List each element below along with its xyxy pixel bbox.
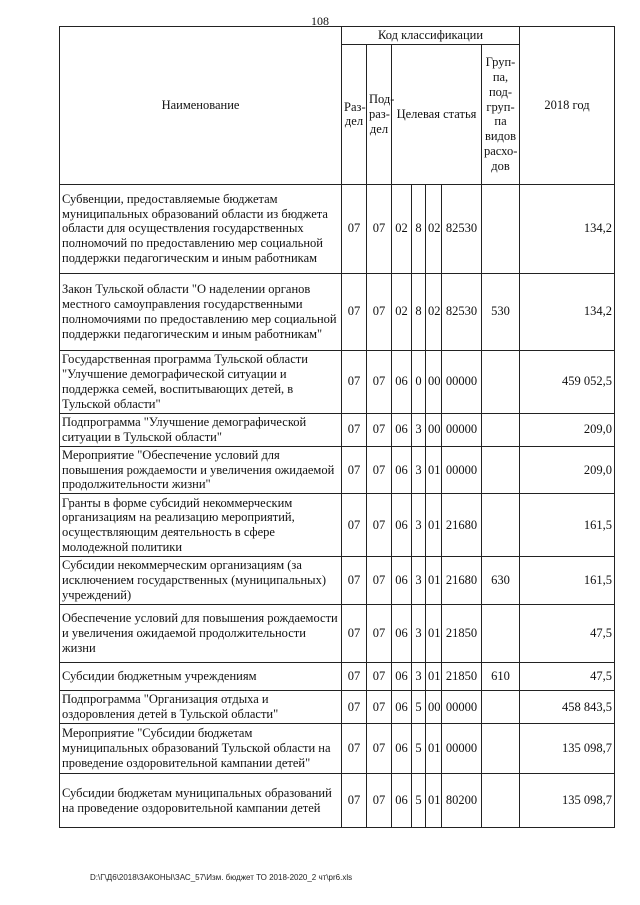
cell-podrazdel: 07 (367, 605, 392, 663)
cell-amount: 161,5 (520, 557, 615, 605)
cell-razdel: 07 (342, 691, 367, 724)
cell-c3: 01 (426, 663, 442, 691)
cell-podrazdel: 07 (367, 774, 392, 828)
cell-c1: 06 (392, 446, 412, 493)
cell-vid (482, 724, 520, 774)
header-name: Наименование (60, 27, 342, 185)
cell-c4: 21680 (442, 494, 482, 557)
table-row (60, 184, 615, 273)
cell-vid (482, 184, 520, 273)
cell-name: Субсидии некоммерческим организациям (за исключением государственных (муниципальных) учреждений) (60, 557, 342, 605)
header-target: Целевая статья (392, 44, 482, 184)
cell-amount: 134,2 (520, 273, 615, 350)
cell-amount: 458 843,5 (520, 691, 615, 724)
cell-name: Мероприятие "Обеспечение условий для повышения рождаемости и увеличения ожидаемой продолжительности жизни" (60, 446, 342, 493)
cell-amount: 459 052,5 (520, 350, 615, 413)
cell-c1: 06 (392, 774, 412, 828)
cell-name: Субсидии бюджетным учреждениям (60, 663, 342, 691)
cell-amount: 209,0 (520, 446, 615, 493)
cell-name: Мероприятие "Субсидии бюджетам муниципальных образований Тульской области на проведение оздоровительной кампании детей" (60, 724, 342, 774)
header-group: Груп-па, под-груп-па видов расхо-дов (482, 44, 520, 184)
cell-c4: 21680 (442, 557, 482, 605)
cell-name: Субвенции, предоставляемые бюджетам муниципальных образований области из бюджета области для осуществления государственных полномочий по предоставлению мер социальной поддержки педагогическим и иным работникам (60, 184, 342, 273)
table-row (60, 413, 615, 446)
cell-c2: 5 (412, 724, 426, 774)
cell-c1: 06 (392, 691, 412, 724)
cell-c3: 00 (426, 691, 442, 724)
table-row (60, 273, 615, 350)
table-row (60, 774, 615, 828)
cell-podrazdel: 07 (367, 724, 392, 774)
file-path-footer: D:\Г\Д6\2018\ЗАКОНЫ\ЗАС_57\Изм. бюджет ТО 2018-2020_2 чт\pr6.xls (90, 873, 353, 882)
cell-c4: 00000 (442, 413, 482, 446)
cell-razdel: 07 (342, 724, 367, 774)
cell-vid (482, 446, 520, 493)
cell-vid (482, 691, 520, 724)
cell-razdel: 07 (342, 605, 367, 663)
table-row (60, 494, 615, 557)
cell-c1: 02 (392, 184, 412, 273)
cell-c4: 80200 (442, 774, 482, 828)
cell-podrazdel: 07 (367, 691, 392, 724)
cell-c1: 02 (392, 273, 412, 350)
table-row (60, 691, 615, 724)
cell-c2: 3 (412, 446, 426, 493)
table-row (60, 557, 615, 605)
cell-podrazdel: 07 (367, 184, 392, 273)
table-row (60, 605, 615, 663)
cell-razdel: 07 (342, 413, 367, 446)
cell-c3: 01 (426, 494, 442, 557)
cell-amount: 135 098,7 (520, 724, 615, 774)
cell-c2: 3 (412, 605, 426, 663)
cell-c3: 01 (426, 605, 442, 663)
cell-name: Закон Тульской области "О наделении органов местного самоуправления государственными полномочиями по предоставлению мер социальной поддержки педагогическим и иным работникам" (60, 273, 342, 350)
cell-name: Подпрограмма "Улучшение демографической ситуации в Тульской области" (60, 413, 342, 446)
cell-amount: 135 098,7 (520, 774, 615, 828)
cell-razdel: 07 (342, 774, 367, 828)
cell-name: Подпрограмма "Организация отдыха и оздоровления детей в Тульской области" (60, 691, 342, 724)
cell-c4: 21850 (442, 663, 482, 691)
cell-c2: 0 (412, 350, 426, 413)
page-number: 108 (311, 14, 329, 28)
cell-razdel: 07 (342, 350, 367, 413)
cell-razdel: 07 (342, 446, 367, 493)
cell-podrazdel: 07 (367, 273, 392, 350)
cell-amount: 47,5 (520, 663, 615, 691)
cell-c4: 82530 (442, 184, 482, 273)
cell-podrazdel: 07 (367, 494, 392, 557)
cell-c1: 06 (392, 724, 412, 774)
cell-c1: 06 (392, 605, 412, 663)
cell-c4: 00000 (442, 724, 482, 774)
cell-podrazdel: 07 (367, 557, 392, 605)
table-row (60, 446, 615, 493)
cell-razdel: 07 (342, 557, 367, 605)
cell-c2: 8 (412, 273, 426, 350)
cell-vid (482, 350, 520, 413)
cell-c2: 8 (412, 184, 426, 273)
cell-amount: 47,5 (520, 605, 615, 663)
cell-vid: 530 (482, 273, 520, 350)
cell-podrazdel: 07 (367, 350, 392, 413)
header-section: Раз-дел (342, 44, 367, 184)
table-row (60, 724, 615, 774)
cell-vid (482, 605, 520, 663)
cell-podrazdel: 07 (367, 413, 392, 446)
cell-amount: 161,5 (520, 494, 615, 557)
cell-c1: 06 (392, 350, 412, 413)
cell-name: Гранты в форме субсидий некоммерческим организациям на реализацию мероприятий, осуществляющим деятельность в сфере молодежной политики (60, 494, 342, 557)
cell-amount: 209,0 (520, 413, 615, 446)
cell-c4: 00000 (442, 446, 482, 493)
cell-c2: 5 (412, 691, 426, 724)
header-code: Код классификации (342, 27, 520, 45)
cell-razdel: 07 (342, 184, 367, 273)
cell-c2: 3 (412, 494, 426, 557)
cell-c3: 02 (426, 273, 442, 350)
cell-c1: 06 (392, 557, 412, 605)
cell-razdel: 07 (342, 663, 367, 691)
cell-podrazdel: 07 (367, 663, 392, 691)
cell-c1: 06 (392, 413, 412, 446)
table-row (60, 663, 615, 691)
cell-vid: 610 (482, 663, 520, 691)
cell-vid (482, 774, 520, 828)
cell-vid (482, 413, 520, 446)
cell-c4: 00000 (442, 691, 482, 724)
cell-c1: 06 (392, 494, 412, 557)
cell-c3: 01 (426, 724, 442, 774)
cell-c4: 82530 (442, 273, 482, 350)
header-year: 2018 год (520, 27, 615, 185)
cell-c3: 00 (426, 413, 442, 446)
cell-name: Обеспечение условий для повышения рождаемости и увеличения ожидаемой продолжительности жизни (60, 605, 342, 663)
cell-c3: 01 (426, 774, 442, 828)
cell-c2: 3 (412, 557, 426, 605)
table-row (60, 350, 615, 413)
cell-c4: 21850 (442, 605, 482, 663)
cell-name: Государственная программа Тульской области "Улучшение демографической ситуации и поддержка семей, воспитывающих детей, в Тульской области" (60, 350, 342, 413)
cell-razdel: 07 (342, 494, 367, 557)
cell-c2: 5 (412, 774, 426, 828)
cell-vid (482, 494, 520, 557)
cell-c4: 00000 (442, 350, 482, 413)
cell-c3: 02 (426, 184, 442, 273)
cell-c3: 01 (426, 557, 442, 605)
cell-c3: 00 (426, 350, 442, 413)
cell-razdel: 07 (342, 273, 367, 350)
cell-c1: 06 (392, 663, 412, 691)
cell-c2: 3 (412, 413, 426, 446)
cell-c3: 01 (426, 446, 442, 493)
cell-vid: 630 (482, 557, 520, 605)
cell-name: Субсидии бюджетам муниципальных образований на проведение оздоровительной кампании детей (60, 774, 342, 828)
header-subsection: Под-раз-дел (367, 44, 392, 184)
cell-podrazdel: 07 (367, 446, 392, 493)
cell-amount: 134,2 (520, 184, 615, 273)
cell-c2: 3 (412, 663, 426, 691)
budget-table (59, 26, 615, 828)
